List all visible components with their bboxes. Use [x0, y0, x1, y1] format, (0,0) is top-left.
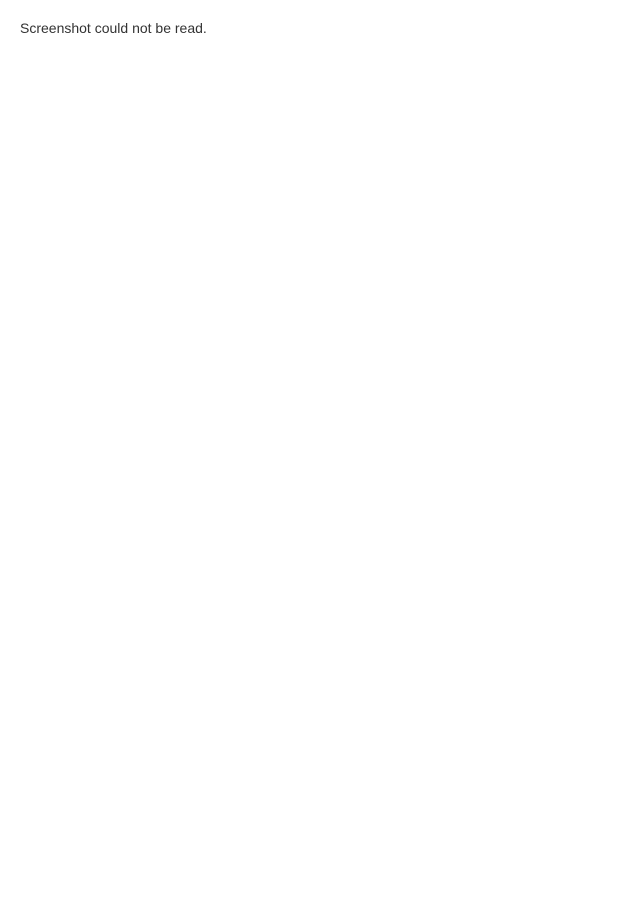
notice: Screenshot could not be read. — [20, 20, 207, 36]
